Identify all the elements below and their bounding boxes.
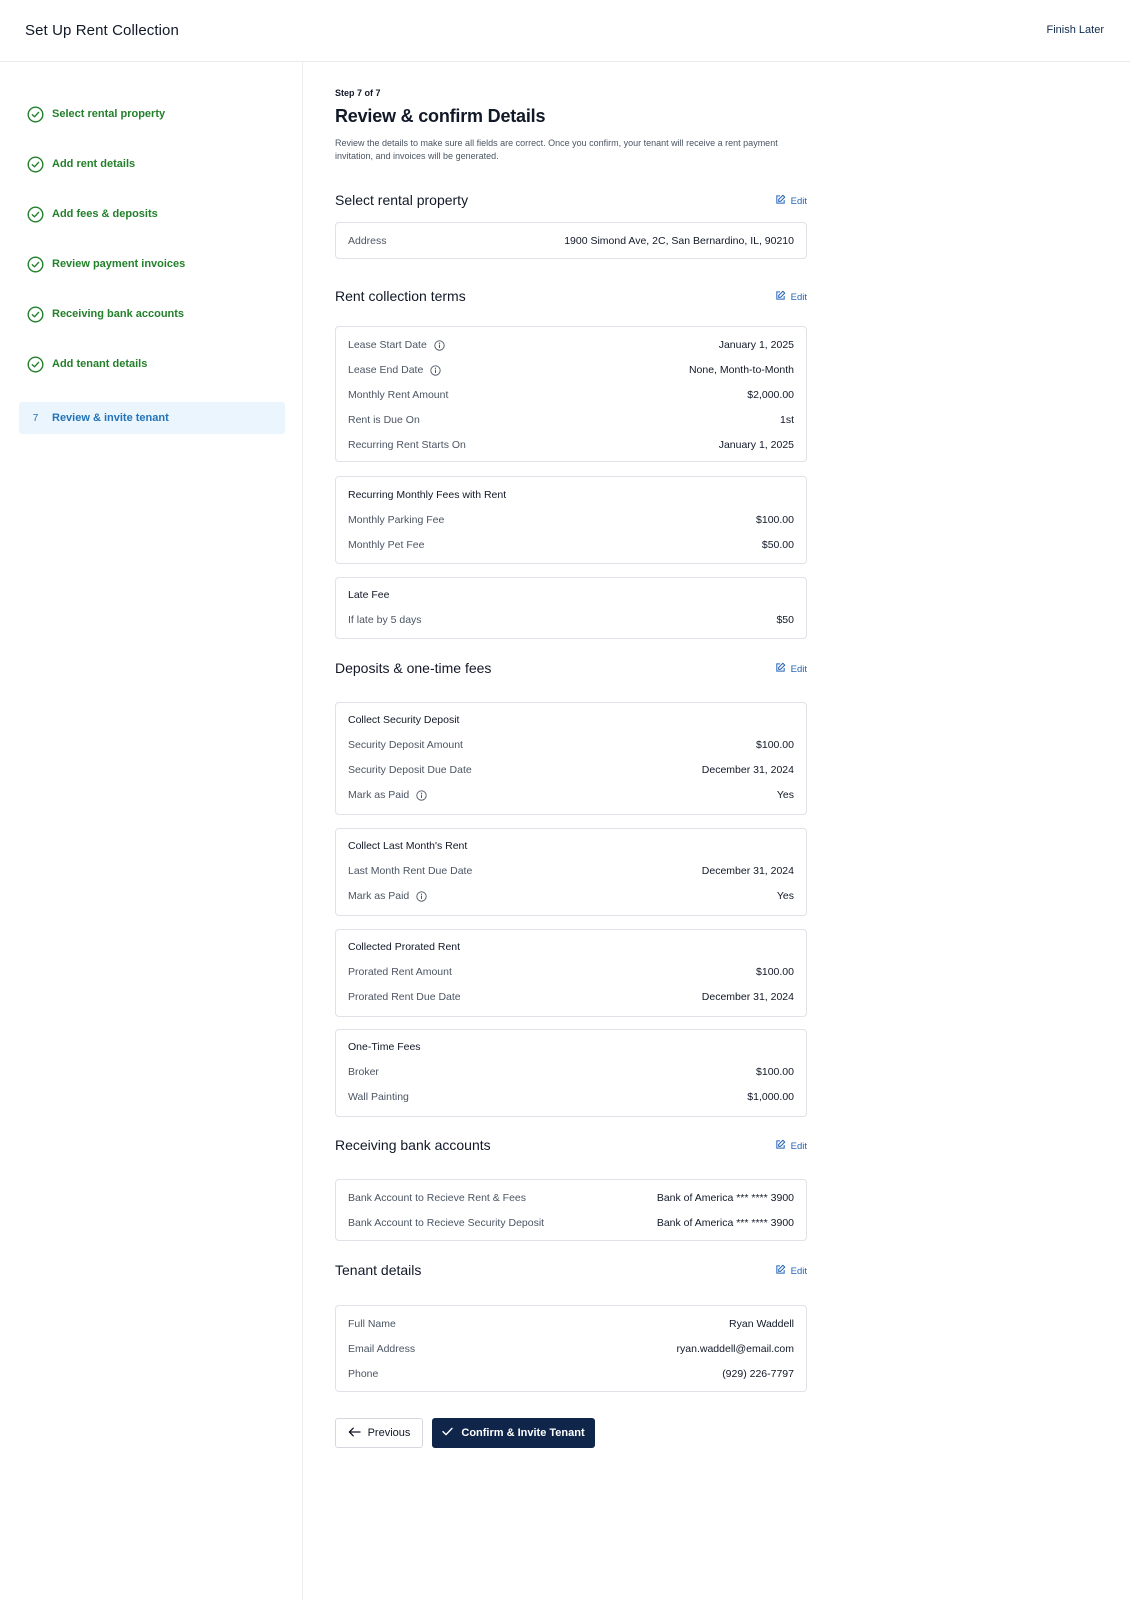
row-label: Security Deposit Amount bbox=[348, 739, 463, 751]
section-title-bank: Receiving bank accounts bbox=[335, 1137, 491, 1153]
row-label: Monthly Parking Fee bbox=[348, 514, 445, 526]
row-value: $50.00 bbox=[761, 539, 794, 551]
step-add-tenant-details[interactable] bbox=[19, 348, 285, 380]
edit-property-button[interactable] bbox=[775, 194, 807, 208]
row-label: Bank Account to Recieve Rent & Fees bbox=[348, 1192, 527, 1204]
card-title: Collect Security Deposit bbox=[348, 714, 460, 726]
top-bar bbox=[0, 0, 1130, 62]
row-value: $100.00 bbox=[756, 514, 794, 526]
edit-label: Edit bbox=[790, 1140, 807, 1152]
step-label: Receiving bank accounts bbox=[52, 308, 185, 320]
detail-row bbox=[348, 1191, 794, 1205]
check-circle-icon bbox=[27, 356, 44, 373]
row-value: $100.00 bbox=[756, 739, 794, 751]
step-label: Review & invite tenant bbox=[52, 412, 169, 424]
check-circle-icon bbox=[27, 306, 44, 323]
row-label: Prorated Rent Amount bbox=[348, 966, 452, 978]
security-deposit-card bbox=[335, 702, 807, 815]
detail-row bbox=[348, 1367, 794, 1381]
row-label: Mark as Paid bbox=[348, 789, 410, 801]
row-label: Rent is Due On bbox=[348, 414, 420, 426]
bank-accounts-card bbox=[335, 1179, 807, 1241]
late-fee-card bbox=[335, 577, 807, 639]
row-value: January 1, 2025 bbox=[718, 439, 794, 451]
row-label: Broker bbox=[348, 1066, 379, 1078]
previous-button[interactable] bbox=[335, 1418, 423, 1448]
edit-terms-button[interactable] bbox=[775, 290, 807, 304]
section-title-tenant: Tenant details bbox=[335, 1262, 422, 1278]
row-value: $1,000.00 bbox=[747, 1091, 794, 1103]
row-value: 1st bbox=[779, 414, 794, 426]
row-value: $50 bbox=[776, 614, 794, 626]
detail-row bbox=[348, 1090, 794, 1104]
section-title-deposits: Deposits & one-time fees bbox=[335, 660, 492, 676]
row-label: Wall Painting bbox=[348, 1091, 409, 1103]
row-value: 1900 Simond Ave, 2C, San Bernardino, IL, 90210 bbox=[564, 235, 794, 247]
detail-row bbox=[348, 864, 794, 878]
detail-row bbox=[348, 965, 794, 979]
section-title-property: Select rental property bbox=[335, 192, 469, 208]
row-label: Email Address bbox=[348, 1343, 416, 1355]
row-value: Ryan Waddell bbox=[729, 1318, 794, 1330]
check-circle-icon bbox=[27, 256, 44, 273]
app-title: Set Up Rent Collection bbox=[25, 22, 179, 39]
row-value: None, Month-to-Month bbox=[688, 364, 794, 376]
detail-row bbox=[348, 538, 794, 552]
step-number: 7 bbox=[32, 412, 39, 424]
row-value: Bank of America *** **** 3900 bbox=[656, 1217, 794, 1229]
row-label: Phone bbox=[348, 1368, 379, 1380]
edit-label: Edit bbox=[790, 291, 807, 303]
step-add-fees-deposits[interactable] bbox=[19, 198, 285, 230]
row-value: Yes bbox=[776, 789, 794, 801]
page-title: Review & confirm Details bbox=[335, 106, 546, 126]
detail-row bbox=[348, 613, 794, 627]
row-label: Mark as Paid bbox=[348, 890, 410, 902]
check-circle-icon bbox=[27, 106, 44, 123]
row-label: Lease Start Date bbox=[348, 339, 427, 351]
arrow-left-icon bbox=[348, 1427, 361, 1440]
row-value: Bank of America *** **** 3900 bbox=[656, 1192, 794, 1204]
info-icon[interactable] bbox=[434, 340, 445, 351]
confirm-invite-tenant-button[interactable] bbox=[432, 1418, 595, 1448]
recurring-fees-card bbox=[335, 476, 807, 564]
step-add-rent-details[interactable] bbox=[19, 148, 285, 180]
section-title-terms: Rent collection terms bbox=[335, 288, 466, 304]
edit-tenant-button[interactable] bbox=[775, 1264, 807, 1278]
step-label: Add fees & deposits bbox=[52, 208, 158, 220]
row-value: $100.00 bbox=[756, 966, 794, 978]
card-title: Collect Last Month's Rent bbox=[348, 840, 468, 852]
detail-row bbox=[348, 788, 794, 802]
edit-label: Edit bbox=[790, 1265, 807, 1277]
page-description: Review the details to make sure all fields are correct. Once you confirm, your tenant will receive a rent payment invitation, and invoices will be generated. bbox=[335, 138, 778, 161]
edit-icon bbox=[775, 290, 786, 304]
tenant-details-card bbox=[335, 1305, 807, 1392]
row-label: Recurring Rent Starts On bbox=[348, 439, 466, 451]
info-icon[interactable] bbox=[416, 790, 427, 801]
detail-row bbox=[348, 889, 794, 903]
row-label: Prorated Rent Due Date bbox=[348, 991, 461, 1003]
step-label: Select rental property bbox=[52, 108, 166, 120]
previous-label: Previous bbox=[367, 1427, 411, 1439]
row-label: Bank Account to Recieve Security Deposit bbox=[348, 1217, 545, 1229]
edit-icon bbox=[775, 1264, 786, 1278]
detail-row bbox=[348, 763, 794, 777]
row-value: December 31, 2024 bbox=[701, 764, 794, 776]
card-title: Recurring Monthly Fees with Rent bbox=[348, 489, 507, 501]
info-icon[interactable] bbox=[416, 891, 427, 902]
edit-label: Edit bbox=[790, 663, 807, 675]
card-title: Collected Prorated Rent bbox=[348, 941, 461, 953]
address-row bbox=[348, 234, 794, 248]
finish-later-link[interactable]: Finish Later bbox=[1046, 24, 1104, 36]
check-circle-icon bbox=[27, 156, 44, 173]
detail-row bbox=[348, 1342, 794, 1356]
row-label: Lease End Date bbox=[348, 364, 424, 376]
detail-row bbox=[348, 1065, 794, 1079]
step-select-rental-property[interactable] bbox=[19, 98, 285, 130]
row-value: $2,000.00 bbox=[747, 389, 794, 401]
prorated-rent-card bbox=[335, 929, 807, 1017]
detail-row bbox=[348, 513, 794, 527]
row-value: ryan.waddell@email.com bbox=[676, 1343, 794, 1355]
detail-row bbox=[348, 1216, 794, 1230]
check-circle-icon bbox=[27, 206, 44, 223]
row-value: December 31, 2024 bbox=[701, 991, 794, 1003]
confirm-label: Confirm & Invite Tenant bbox=[461, 1427, 585, 1439]
edit-deposits-button[interactable] bbox=[775, 662, 807, 676]
step-label: Review payment invoices bbox=[52, 258, 186, 270]
row-label: Security Deposit Due Date bbox=[348, 764, 472, 776]
detail-row bbox=[348, 363, 794, 377]
step-review-invite-tenant[interactable] bbox=[19, 402, 285, 434]
edit-bank-button[interactable] bbox=[775, 1139, 807, 1153]
row-label: Monthly Rent Amount bbox=[348, 389, 449, 401]
detail-row bbox=[348, 413, 794, 427]
row-label: Last Month Rent Due Date bbox=[348, 865, 473, 877]
row-value: December 31, 2024 bbox=[701, 865, 794, 877]
detail-row bbox=[348, 438, 794, 452]
card-title: One-Time Fees bbox=[348, 1041, 421, 1053]
one-time-fees-card bbox=[335, 1029, 807, 1117]
last-month-rent-card bbox=[335, 828, 807, 916]
row-label: If late by 5 days bbox=[348, 614, 422, 626]
card-title: Late Fee bbox=[348, 589, 390, 601]
row-label: Full Name bbox=[348, 1318, 396, 1330]
edit-icon bbox=[775, 194, 786, 208]
step-receiving-bank-accounts[interactable] bbox=[19, 298, 285, 330]
detail-row bbox=[348, 990, 794, 1004]
row-value: January 1, 2025 bbox=[718, 339, 794, 351]
row-value: Yes bbox=[776, 890, 794, 902]
step-label: Add tenant details bbox=[52, 358, 148, 370]
detail-row bbox=[348, 1317, 794, 1331]
detail-row bbox=[348, 388, 794, 402]
row-value: $100.00 bbox=[756, 1066, 794, 1078]
edit-label: Edit bbox=[790, 195, 807, 207]
info-icon[interactable] bbox=[430, 365, 441, 376]
edit-icon bbox=[775, 1139, 786, 1153]
step-label: Add rent details bbox=[52, 158, 136, 170]
checkmark-icon bbox=[442, 1427, 453, 1439]
stepper-sidebar bbox=[0, 62, 303, 1600]
terms-card bbox=[335, 326, 807, 462]
edit-icon bbox=[775, 662, 786, 676]
property-card bbox=[335, 222, 807, 259]
step-review-payment-invoices[interactable] bbox=[19, 248, 285, 280]
row-label: Address bbox=[348, 235, 387, 247]
row-value: (929) 226-7797 bbox=[722, 1368, 794, 1380]
row-label: Monthly Pet Fee bbox=[348, 539, 425, 551]
detail-row bbox=[348, 338, 794, 352]
detail-row bbox=[348, 738, 794, 752]
step-counter: Step 7 of 7 bbox=[335, 88, 381, 98]
